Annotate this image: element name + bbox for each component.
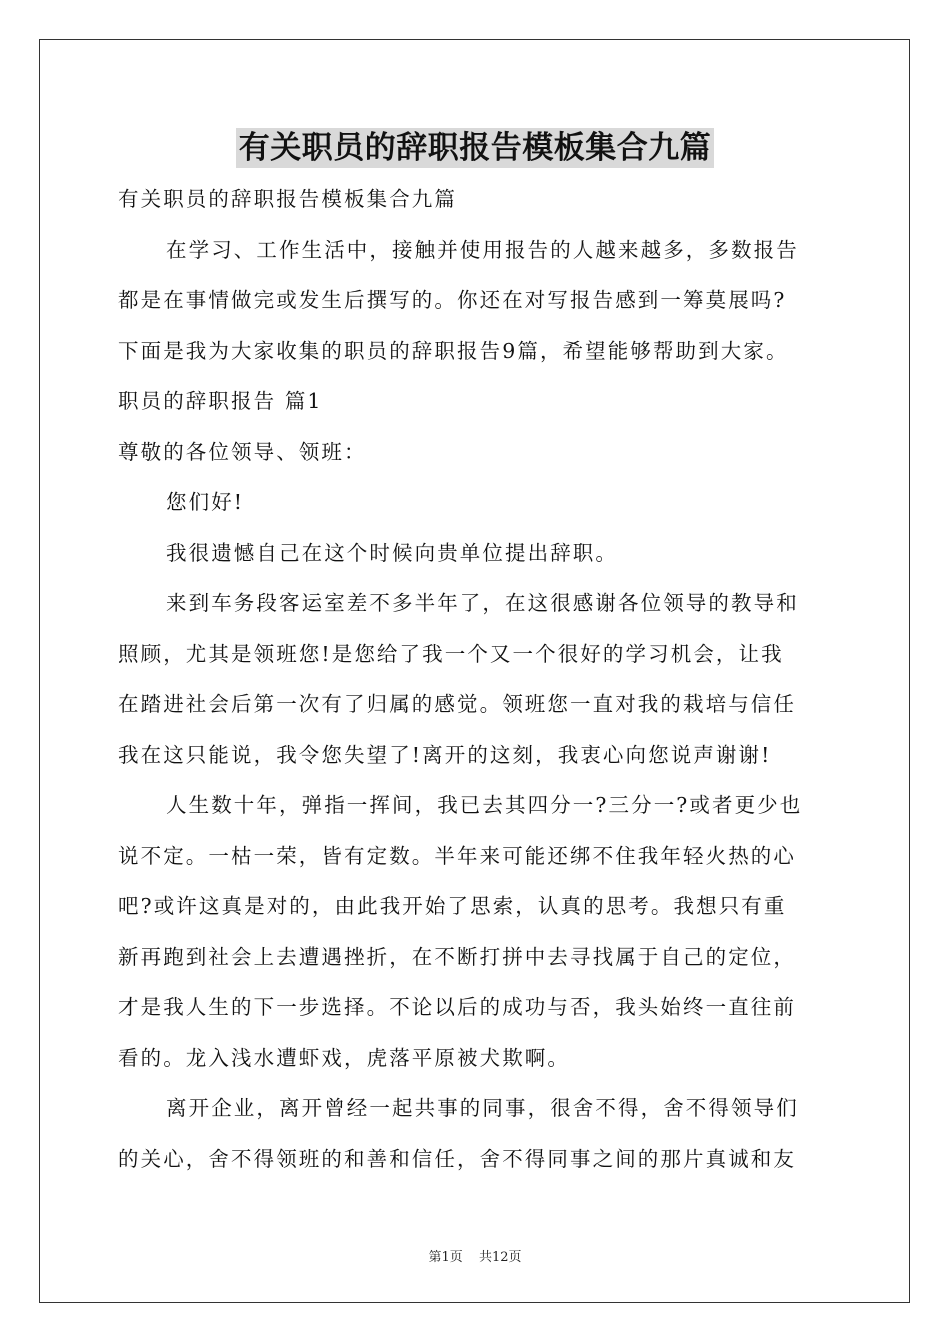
text-line: 在学习、工作生活中，接触并使用报告的人越来越多，多数报告 xyxy=(166,237,799,262)
text-line: 的关心，舍不得领班的和善和信任，舍不得同事之间的那片真诚和友 xyxy=(118,1146,796,1171)
text-line: 才是我人生的下一步选择。不论以后的成功与否，我头始终一直往前 xyxy=(118,995,796,1019)
text-line: 说不定。一枯一荣，皆有定数。半年来可能还绑不住我年轻火热的心 xyxy=(118,843,796,868)
text-line: 人生数十年，弹指一挥间，我已去其四分一?三分一?或者更少也 xyxy=(166,793,803,817)
text-line: 新再跑到社会上去遭遇挫折，在不断打拼中去寻找属于自己的定位， xyxy=(118,944,796,969)
text-line: 尊敬的各位领导、领班： xyxy=(118,439,367,464)
text-line: 职员的辞职报告 篇1 xyxy=(118,389,323,413)
text-line: 看的。龙入浅水遭虾戏，虎落平原被犬欺啊。 xyxy=(118,1045,570,1070)
title-container xyxy=(0,128,950,168)
text-line: 来到车务段客运室差不多半年了，在这很感谢各位领导的教导和 xyxy=(166,591,799,615)
page-total: 共12页 xyxy=(478,1250,522,1265)
text-line: 都是在事情做完或发生后撰写的。你还在对写报告感到一筹莫展吗? xyxy=(118,288,787,312)
page-number: 第1页 xyxy=(428,1250,463,1265)
page-footer xyxy=(0,1246,950,1265)
text-line: 下面是我为大家收集的职员的辞职报告9篇，希望能够帮助到大家。 xyxy=(118,338,789,363)
document-body xyxy=(118,180,834,1190)
text-line: 离开企业，离开曾经一起共事的同事，很舍不得，舍不得领导们 xyxy=(166,1096,799,1120)
text-line: 在踏进社会后第一次有了归属的感觉。领班您一直对我的栽培与信任 xyxy=(118,692,796,716)
text-line: 您们好! xyxy=(166,490,245,514)
document-title: 有关职员的辞职报告模板集合九篇 xyxy=(236,128,715,168)
text-line: 有关职员的辞职报告模板集合九篇 xyxy=(118,187,457,211)
text-line: 我很遗憾自己在这个时候向贵单位提出辞职。 xyxy=(166,540,618,565)
text-line: 照顾，尤其是领班您!是您给了我一个又一个很好的学习机会，让我 xyxy=(118,641,784,666)
text-line: 吧?或许这真是对的，由此我开始了思索，认真的思考。我想只有重 xyxy=(118,894,787,918)
text-line: 我在这只能说，我令您失望了!离开的这刻，我衷心向您说声谢谢! xyxy=(118,742,772,767)
